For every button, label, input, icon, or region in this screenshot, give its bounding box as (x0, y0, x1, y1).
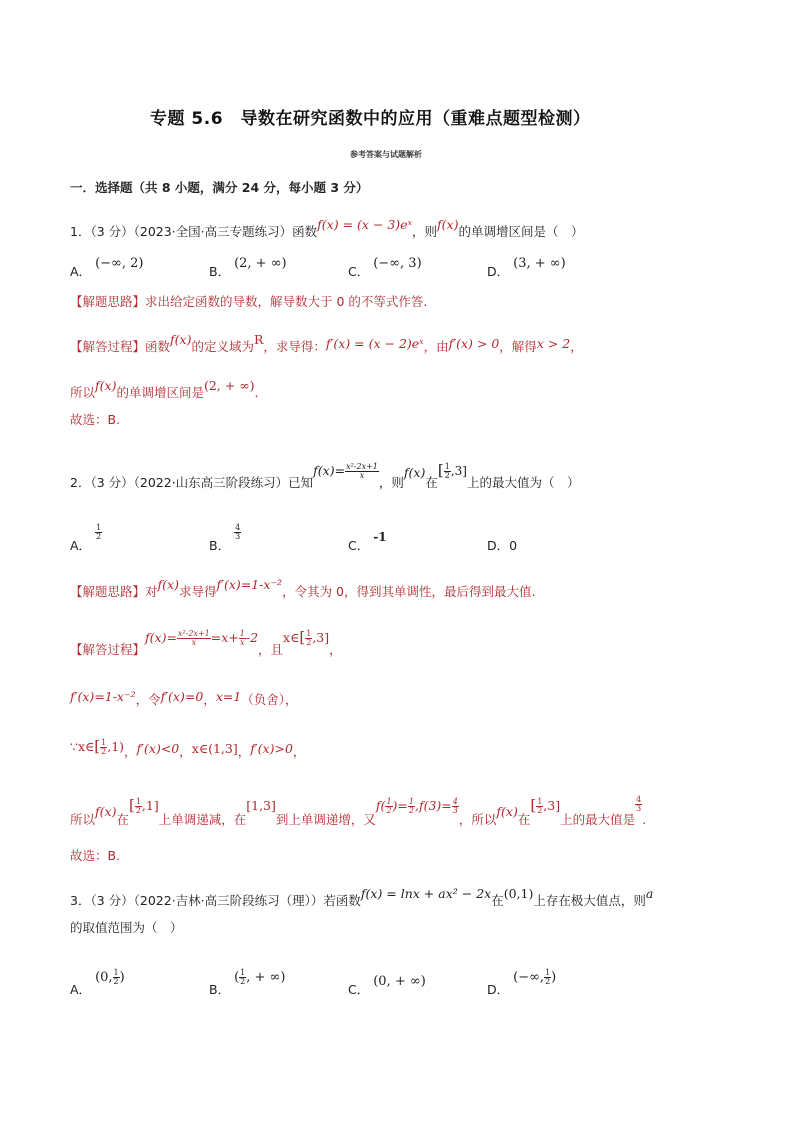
q3-option-a-left: (0, (95, 970, 113, 985)
q2-option-a-value (95, 524, 102, 541)
q1-stem-text-c: 的单调增区间是（ ） (458, 224, 584, 239)
q2-line4-eq: = (397, 798, 408, 813)
q3-stem (70, 886, 654, 909)
q2-line4-fx: f(x) (95, 804, 117, 819)
q2-line4-text-f: . (642, 812, 647, 827)
q2-process-end: ， (329, 642, 342, 657)
q1-idea-text: 求出给定函数的导数，解导数大于 0 的不等式作答. (145, 294, 428, 309)
q3-stem-line2: 的取值范围为（ ） (70, 920, 183, 935)
q2-line4-values: f( $\frac{1}{2}$ )= $\frac{1}{2}$ ,f(3)= $\frac{4}{3}$ (375, 797, 458, 815)
q3-option-c-value: (0, + ∞) (373, 974, 426, 989)
section-heading: 一．选择题（共 8 小题，满分 24 分，每小题 3 分） (70, 180, 369, 195)
q3-option-a[interactable] (70, 968, 125, 999)
q2-line3-bracket: [ (94, 737, 101, 755)
q2-option-d-value: 0 (509, 538, 518, 553)
q2-stem-text-c: 上的最大值为（ ） (466, 475, 580, 490)
q2-line4-f3-num: 4 (452, 797, 458, 806)
q3-option-d-den: 2 (545, 977, 551, 986)
q2-line4-f-arg (385, 798, 392, 815)
q2-line3-num: 1 (101, 738, 107, 747)
q1-stem-text-b: ，则 (412, 224, 438, 239)
q3-option-c-label: C． (348, 982, 370, 997)
q1-option-c-label: C． (348, 264, 370, 279)
q1-fx: f(x) (437, 217, 459, 232)
q2-line3-text-c: ， (237, 744, 251, 759)
q2-idea-fx: f(x) (157, 577, 179, 592)
q3-param: a (645, 886, 654, 901)
q1-line2-interval: (2, + ∞) (203, 378, 255, 393)
q2-process-eq-den: x (191, 638, 197, 647)
q3-option-d-value (513, 970, 556, 985)
q3-option-d-label: D． (487, 982, 510, 997)
q2-process-line3 (70, 737, 306, 761)
q2-process-eq-end: -2 (245, 630, 259, 645)
q1-process-derivative: f′(x) = (x − 2)eˣ (325, 336, 424, 351)
q2-process-domain (283, 630, 329, 645)
q2-line4-text-c: 到上单调递增，又 (275, 812, 376, 827)
q2-idea (70, 577, 536, 600)
q2-line4-num3: 1 (537, 797, 543, 806)
q1-answer: 故选：B. (70, 412, 121, 427)
q2-process-eq-mid: =x+ (210, 630, 239, 645)
q2-line2-text-b: ， (203, 692, 216, 707)
q2-option-a[interactable] (70, 523, 102, 555)
q1-process-solution: x > 2 (536, 336, 571, 351)
q1-process-text-a: 函数 (145, 339, 171, 354)
q2-line4-max-num: 4 (636, 795, 642, 804)
q3-option-b-right: , + ∞) (246, 970, 286, 985)
q2-line4-fraction (135, 798, 142, 815)
q2-line4-f3-val (452, 798, 459, 815)
q2-stem (70, 461, 580, 492)
q2-line4-text-b: 上单调递减，在 (158, 812, 247, 827)
q3-option-d-num: 1 (545, 968, 551, 977)
q2-process-line4 (70, 795, 647, 829)
q2-process-and: ，且 (258, 642, 284, 657)
q2-process-equation (145, 630, 258, 645)
q2-line4-num: 1 (135, 797, 141, 806)
q2-process-int-num: 1 (306, 629, 312, 638)
q3-option-a-right: ) (119, 970, 125, 985)
q2-option-b-label: B． (209, 538, 231, 553)
q2-line3-right: ,1) (107, 739, 125, 754)
q2-line4-text-d: ，所以 (458, 812, 497, 827)
q3-option-b-value (234, 970, 285, 985)
q2-option-b[interactable] (209, 523, 241, 555)
q2-interval-den: 2 (444, 470, 450, 480)
q1-process-text-c: ，求导得： (263, 339, 326, 354)
q2-line4-bracket: [ (128, 796, 135, 814)
q1-option-b-label: B． (209, 264, 231, 279)
q2-process-eq-num: x²-2x+1 (177, 629, 210, 638)
q3-option-b-label: B． (209, 982, 231, 997)
q2-line4-max-den: 3 (636, 804, 642, 813)
page-subtitle: 参考答案与试题解析 (350, 150, 422, 159)
q2-line4-interval1 (129, 798, 159, 813)
q1-option-c[interactable] (348, 256, 422, 280)
q2-process-eq-fraction2 (239, 630, 246, 647)
q2-option-c[interactable] (348, 530, 387, 554)
q2-line2-text-c: （负舍）， (241, 692, 298, 707)
q2-option-b-den: 3 (235, 532, 241, 541)
q3-option-d[interactable] (487, 968, 557, 999)
q3-option-b-num: 1 (240, 968, 246, 977)
q2-option-d-label: D． (487, 538, 510, 553)
q2-line4-f-den: 2 (386, 806, 392, 815)
q2-idea-tag: 【解题思路】 (70, 584, 146, 599)
q3-option-a-label: A． (70, 982, 92, 997)
q1-idea (70, 292, 427, 310)
q2-process-int-right: ,3] (312, 630, 330, 645)
q3-option-b-left: ( (234, 970, 240, 985)
q1-process (70, 332, 583, 355)
q2-line3-text-d: ， (292, 744, 306, 759)
q1-process-text-d: ，由 (423, 339, 449, 354)
q2-process-x-in: x∈ (283, 630, 300, 645)
q1-stem (70, 217, 584, 240)
q1-function: f(x) = (x − 3)eˣ (317, 217, 413, 232)
q2-line2-x1: x=1 (215, 689, 242, 704)
q3-option-a-num: 1 (113, 968, 119, 977)
q2-interval (438, 461, 467, 479)
q2-idea-text-a: 对 (145, 584, 158, 599)
q2-line4-f: f (375, 798, 381, 813)
q2-answer: 故选：B. (70, 848, 121, 863)
q2-line4-fval-num: 1 (408, 797, 414, 806)
q2-process-int-den: 2 (306, 638, 312, 647)
q2-line3-interval2: x∈(1,3] (191, 741, 238, 756)
q1-option-d[interactable] (487, 256, 566, 280)
q2-line2-zero: f′(x)=0 (160, 689, 204, 704)
q2-line3-text-b: ， (179, 744, 192, 759)
q2-function-lhs: f(x)= (313, 463, 346, 478)
q1-process-inequality: f′(x) > 0 (448, 336, 500, 351)
q1-option-d-label: D． (487, 264, 510, 279)
q2-idea-text-c: ，令其为 0，得到其单调性，最后得到最大值. (282, 584, 536, 599)
q1-line2-text-c: . (254, 385, 259, 400)
q2-line4-interval2: [1,3] (246, 798, 276, 813)
q2-fx: f(x) (403, 465, 426, 480)
q2-idea-derivative: f′(x)=1-x⁻² (216, 577, 283, 592)
q2-line4-interval3 (530, 798, 560, 813)
q2-process-line2 (70, 690, 298, 708)
q3-option-c[interactable] (348, 974, 426, 998)
q2-option-c-value: -1 (373, 530, 387, 544)
q1-process-fx: f(x) (170, 332, 192, 347)
q1-option-a-value: (−∞, 2) (95, 256, 144, 271)
q1-option-c-value: (−∞, 3) (373, 256, 422, 271)
q2-option-d[interactable] (487, 536, 517, 554)
q3-stem-in: 在 (491, 893, 504, 908)
q2-process-bracket: [ (299, 628, 306, 646)
q1-process-text-f: ， (570, 339, 583, 354)
q2-line4-den3: 2 (537, 806, 543, 815)
q1-line2-text-a: 所以 (70, 385, 96, 400)
q2-line3-because: ∵x∈ (70, 739, 95, 754)
q1-process-R: R (253, 332, 264, 347)
q2-option-a-label: A． (70, 538, 92, 553)
q1-option-a-label: A． (70, 264, 92, 279)
q2-line3-negative: f′(x)<0 (136, 741, 180, 756)
q2-function-numerator: x²-2x+1 (346, 462, 378, 471)
q2-line4-fx2: f(x) (496, 804, 518, 819)
q2-option-a-den: 2 (96, 532, 102, 541)
q2-process-eq-num2: 1 (239, 629, 245, 638)
q2-line4-f-val (408, 798, 415, 815)
q3-option-d-left: (−∞, (513, 970, 545, 985)
q1-option-b[interactable] (209, 256, 287, 280)
q2-line4-den: 2 (135, 806, 141, 815)
q2-line4-f3: ,f(3)= (415, 798, 452, 813)
q2-line4-text-a: 所以 (70, 812, 96, 827)
q2-idea-text-b: 求导得 (178, 584, 217, 599)
q2-stem-text-b: ，则 (378, 475, 404, 490)
q2-option-c-label: C． (348, 538, 370, 553)
q2-function-denominator: x (359, 471, 365, 480)
q1-option-d-value: (3, + ∞) (513, 256, 566, 271)
q1-process-line2 (70, 378, 259, 401)
q2-line2-derivative: f′(x)=1-x⁻² (70, 689, 136, 704)
q2-line4-right: ,1] (141, 798, 159, 813)
q1-option-b-value: (2, + ∞) (234, 256, 287, 271)
q2-process-eq-lhs: f(x)= (145, 630, 177, 645)
q1-idea-tag: 【解题思路】 (70, 294, 146, 309)
q3-function: f(x) = lnx + ax² − 2x (360, 886, 492, 901)
q2-line4-right3: ,3] (543, 798, 561, 813)
q2-process-eq-fraction (177, 630, 211, 647)
q1-stem-text: 1．（3 分）（2023·全国·高三专题练习）函数 (70, 224, 318, 239)
q2-line3-positive: f′(x)>0 (250, 741, 293, 756)
q2-process (70, 628, 342, 659)
q3-stem-text-b: 上存在极大值点，则 (533, 893, 646, 908)
q2-interval-right: ,3] (450, 464, 467, 478)
q3-option-a-den: 2 (113, 977, 119, 986)
q2-line4-in: 在 (116, 812, 129, 827)
q2-line4-bracket3: [ (530, 796, 537, 814)
q3-option-b-den: 2 (240, 977, 246, 986)
q2-stem-text: 2．（3 分）（2022·山东高三阶段练习）已知 (70, 475, 314, 490)
q2-stem-in: 在 (425, 475, 438, 490)
q2-line4-in2: 在 (517, 812, 531, 827)
q2-line2-text-a: ，令 (135, 692, 161, 707)
q3-option-a-fraction (113, 969, 120, 986)
page-title: 专题 5.6 导数在研究函数中的应用（重难点题型检测） (150, 109, 591, 129)
q3-option-a-value (95, 970, 125, 985)
q2-option-b-num: 4 (235, 523, 241, 532)
q3-interval: (0,1) (503, 886, 534, 901)
q1-line2-text-b: 的单调增区间是 (116, 385, 204, 400)
q2-process-eq-den2: x (240, 638, 245, 647)
q2-line4-f3-den: 3 (452, 806, 458, 815)
q1-process-text-b: 的定义域为 (191, 339, 254, 354)
q2-line4-max (635, 796, 642, 813)
q1-process-tag: 【解答过程】 (70, 339, 146, 354)
q1-line2-fx: f(x) (95, 378, 117, 393)
q3-stem-text: 3．（3 分）（2022·吉林·高三阶段练习（理））若函数 (70, 893, 361, 908)
q2-interval-fraction (444, 463, 451, 480)
q2-line3-interval1 (70, 739, 124, 754)
q2-function (313, 463, 379, 478)
q3-option-d-right: ) (551, 970, 557, 985)
q2-function-fraction (345, 463, 379, 480)
q3-option-b[interactable] (209, 968, 286, 999)
q2-line4-f-num: 1 (386, 797, 392, 806)
q1-option-a[interactable] (70, 256, 144, 280)
q2-process-tag: 【解答过程】 (70, 642, 146, 657)
q2-option-b-value (234, 524, 241, 541)
q2-interval-left: [ (437, 461, 444, 479)
q1-process-text-e: ，解得 (499, 339, 537, 354)
q2-line3-text-a: ， (124, 744, 137, 759)
q2-line4-fval-den: 2 (408, 806, 414, 815)
q2-option-a-num: 1 (96, 523, 102, 532)
q2-line4-text-e: 上的最大值是 (560, 812, 636, 827)
q2-line3-den: 2 (101, 747, 107, 756)
q2-interval-num: 1 (444, 461, 450, 471)
